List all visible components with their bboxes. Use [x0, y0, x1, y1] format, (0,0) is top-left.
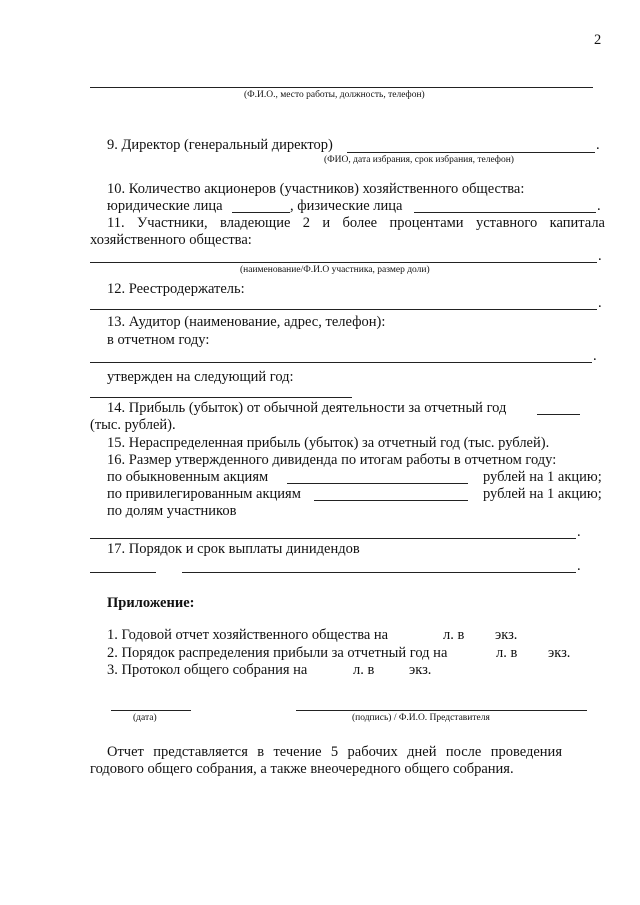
item14-value-line	[537, 414, 580, 415]
item12-period: .	[598, 295, 602, 311]
item9-director-line	[347, 152, 595, 153]
item12-line	[90, 309, 597, 310]
appendix-item-3-copies: экз.	[409, 662, 432, 678]
date-line	[111, 710, 191, 711]
appendix-title: Приложение:	[107, 595, 195, 611]
item16-label: 16. Размер утвержденного дивиденда по итогам работы в отчетном году:	[107, 452, 557, 468]
appendix-item-3-text: 3. Протокол общего собрания на	[107, 662, 308, 678]
item16-preferred-line	[314, 500, 468, 501]
item13-next-line	[90, 397, 352, 398]
item16-shares-label: по долям участников	[107, 503, 237, 519]
item17-line-long	[182, 572, 576, 573]
item16-ordinary-line	[287, 483, 468, 484]
item16-preferred-label: по привилегированным акциям	[107, 486, 301, 502]
date-caption: (дата)	[133, 713, 157, 723]
item13-current-line	[90, 362, 592, 363]
item16-ordinary-unit: рублей на 1 акцию;	[483, 469, 602, 485]
item10-period: .	[597, 198, 601, 214]
item16-preferred-unit: рублей на 1 акцию;	[483, 486, 602, 502]
appendix-item-2-copies: экз.	[548, 645, 571, 661]
item16-ordinary-label: по обыкновенным акциям	[107, 469, 269, 485]
item14-line1: 14. Прибыль (убыток) от обычной деятельности за отчетный год	[107, 400, 507, 416]
item17-period: .	[577, 558, 581, 574]
item12-label: 12. Реестродержатель:	[107, 281, 245, 297]
item9-caption: (ФИО, дата избрания, срок избрания, телефон)	[324, 155, 514, 165]
item16-period: .	[577, 524, 581, 540]
appendix-item-1-pages: л. в	[443, 627, 465, 643]
item16-shares-line	[90, 538, 576, 539]
item10-individual-line	[414, 212, 596, 213]
item17-label: 17. Порядок и срок выплаты динидендов	[107, 541, 360, 557]
item9-period: .	[596, 137, 600, 153]
item11-line1: 11. Участники, владеющие 2 и более процентами уставного капитала	[107, 215, 605, 231]
appendix-item-2-text: 2. Порядок распределения прибыли за отчетный год на	[107, 645, 448, 661]
item10-legal-line	[232, 212, 290, 213]
signature-caption: (подпись) / Ф.И.О. Представителя	[352, 713, 490, 723]
item13-period: .	[593, 348, 597, 364]
item17-line-short	[90, 572, 156, 573]
footer-note-line2: годового общего собрания, а также внеочередного общего собрания.	[90, 761, 514, 777]
page-number: 2	[594, 32, 602, 48]
appendix-item-2-pages: л. в	[496, 645, 518, 661]
item10-label: 10. Количество акционеров (участников) хозяйственного общества:	[107, 181, 525, 197]
appendix-item-3-pages: л. в	[353, 662, 375, 678]
fio-work-caption: (Ф.И.О., место работы, должность, телефон)	[244, 90, 425, 100]
item10-individual-label: , физические лица	[290, 198, 403, 214]
item11-line2: хозяйственного общества:	[90, 232, 252, 248]
item13-current-year: в отчетном году:	[107, 332, 210, 348]
item13-next-year: утвержден на следующий год:	[107, 369, 294, 385]
footer-note-line1: Отчет представляется в течение 5 рабочих дней после проведения	[107, 744, 562, 760]
signature-line	[296, 710, 587, 711]
item15-label: 15. Нераспределенная прибыль (убыток) за отчетный год (тыс. рублей).	[107, 435, 550, 451]
item13-label: 13. Аудитор (наименование, адрес, телефон):	[107, 314, 386, 330]
appendix-item-1-text: 1. Годовой отчет хозяйственного общества на	[107, 627, 389, 643]
item14-line2: (тыс. рублей).	[90, 417, 176, 433]
item10-legal-label: юридические лица	[107, 198, 223, 214]
item11-period: .	[598, 248, 602, 264]
item11-caption: (наименование/Ф.И.О участника, размер доли)	[240, 265, 430, 275]
item11-line	[90, 262, 597, 263]
item9-label: 9. Директор (генеральный директор)	[107, 137, 333, 153]
fio-work-line	[90, 87, 593, 88]
appendix-item-1-copies: экз.	[495, 627, 518, 643]
